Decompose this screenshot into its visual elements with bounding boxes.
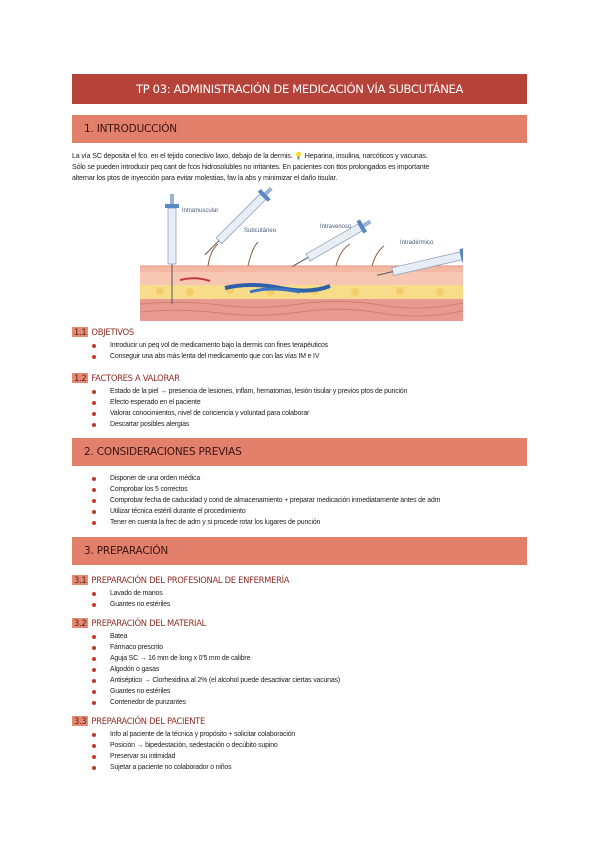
list-item: Comprobar los 5 correctos [92, 484, 440, 495]
list-item: Utilizar técnica estéril durante el procedimiento [92, 506, 440, 517]
section-heading-introduccion: 1. INTRODUCCIÓN [72, 115, 527, 143]
list-item: Efecto esperado en el paciente [92, 397, 407, 408]
subheading-number: 3.2 [74, 618, 87, 628]
document-title: TP 03: ADMINISTRACIÓN DE MEDICACIÓN VÍA SUBCUTÁNEA [72, 74, 527, 104]
intro-line-2: Sólo se pueden introducir peq cant de fcos hidrosolubles no irritantes. En pacientes con ttos prolongados es importante [72, 163, 430, 171]
list-item: Antiséptico → Clorhexidina al 2% (el alcohol puede desactivar ciertas vacunas) [92, 675, 340, 686]
previas-list [92, 473, 440, 528]
list-item: Introducir un peq vol de medicamento bajo la dermis con fines terapéuticos [92, 340, 328, 351]
list-item: Disponer de una orden médica [92, 473, 440, 484]
subheading-paciente [72, 716, 205, 726]
subheading-objetivos [72, 327, 134, 337]
intro-paragraph [72, 151, 528, 184]
subheading-title: PREPARACIÓN DEL PROFESIONAL DE ENFERMERÍA [91, 575, 290, 585]
subheading-title: FACTORES A VALORAR [91, 373, 180, 383]
list-item: Aguja SC → 16 mm de long x 0'5 mm de calibre [92, 653, 340, 664]
label-intramuscular: Intramuscular [182, 208, 219, 214]
factores-list [92, 386, 407, 430]
list-item: Preservar su intimidad [92, 751, 295, 762]
list-item: Lavado de manos [92, 588, 170, 599]
list-item: Guantes no estériles [92, 686, 340, 697]
paciente-list [92, 729, 295, 773]
list-item: Info al paciente de la técnica y propósito + solicitar colaboración [92, 729, 295, 740]
subheading-number: 3.1 [74, 575, 87, 585]
list-item: Comprobar fecha de caducidad y cond de almacenamiento + preparar medicación inmediatamente antes de adm [92, 495, 440, 506]
list-item: Conseguir una abs más lenta del medicamento que con las vías IM e IV [92, 351, 328, 362]
list-item: Fármaco prescrito [92, 642, 340, 653]
label-intradermico: Intradérmico [400, 240, 434, 246]
section-heading-consideraciones: 2. CONSIDERACIONES PREVIAS [72, 438, 527, 466]
intro-line-3: alternar los ptos de inyección para evitar molestias, fav la abs y minimizar el daño tisular. [72, 174, 338, 182]
subheading-title: OBJETIVOS [91, 327, 134, 337]
list-item: Posición → bipedestación, sedestación o decúbito supino [92, 740, 295, 751]
list-item: Batea [92, 631, 340, 642]
profesional-list [92, 588, 170, 610]
list-item: Tener en cuenta la frec de adm y si procede rotar los lugares de punción [92, 517, 440, 528]
section-heading-preparacion: 3. PREPARACIÓN [72, 537, 527, 565]
intro-line-1: La vía SC deposita el fco. en el tejido conectivo laxo, debajo de la dermis. 💡 Heparina, insulina, narcóticos y vacunas. [72, 152, 428, 160]
injection-routes-illustration [140, 186, 463, 321]
subheading-number: 1.2 [74, 373, 87, 383]
subheading-profesional [72, 575, 289, 585]
subheading-number: 3.3 [74, 716, 87, 726]
list-item: Algodón o gasas [92, 664, 340, 675]
material-list [92, 631, 340, 708]
list-item: Valorar conocimientos, nivel de conciencia y voluntad para colaborar [92, 408, 407, 419]
list-item: Sujetar a paciente no colaborador o niños [92, 762, 295, 773]
label-subcutaneo: Subcutáneo [244, 228, 277, 234]
subheading-material [72, 618, 206, 628]
subheading-title: PREPARACIÓN DEL MATERIAL [91, 618, 206, 628]
muscle-layer [140, 298, 463, 321]
list-item: Descartar posibles alergias [92, 419, 407, 430]
subheading-number: 1.1 [74, 327, 87, 337]
list-item: Guantes no estériles [92, 599, 170, 610]
subheading-title: PREPARACIÓN DEL PACIENTE [91, 716, 205, 726]
label-intravenoso: Intravenoso [320, 224, 352, 230]
list-item: Contenedor de punzantes [92, 697, 340, 708]
list-item: Estado de la piel → presencia de lesiones, inflam, hematomas, lesión tisular y previos ptos de punción [92, 386, 407, 397]
objetivos-list [92, 340, 328, 362]
subheading-factores [72, 373, 180, 383]
